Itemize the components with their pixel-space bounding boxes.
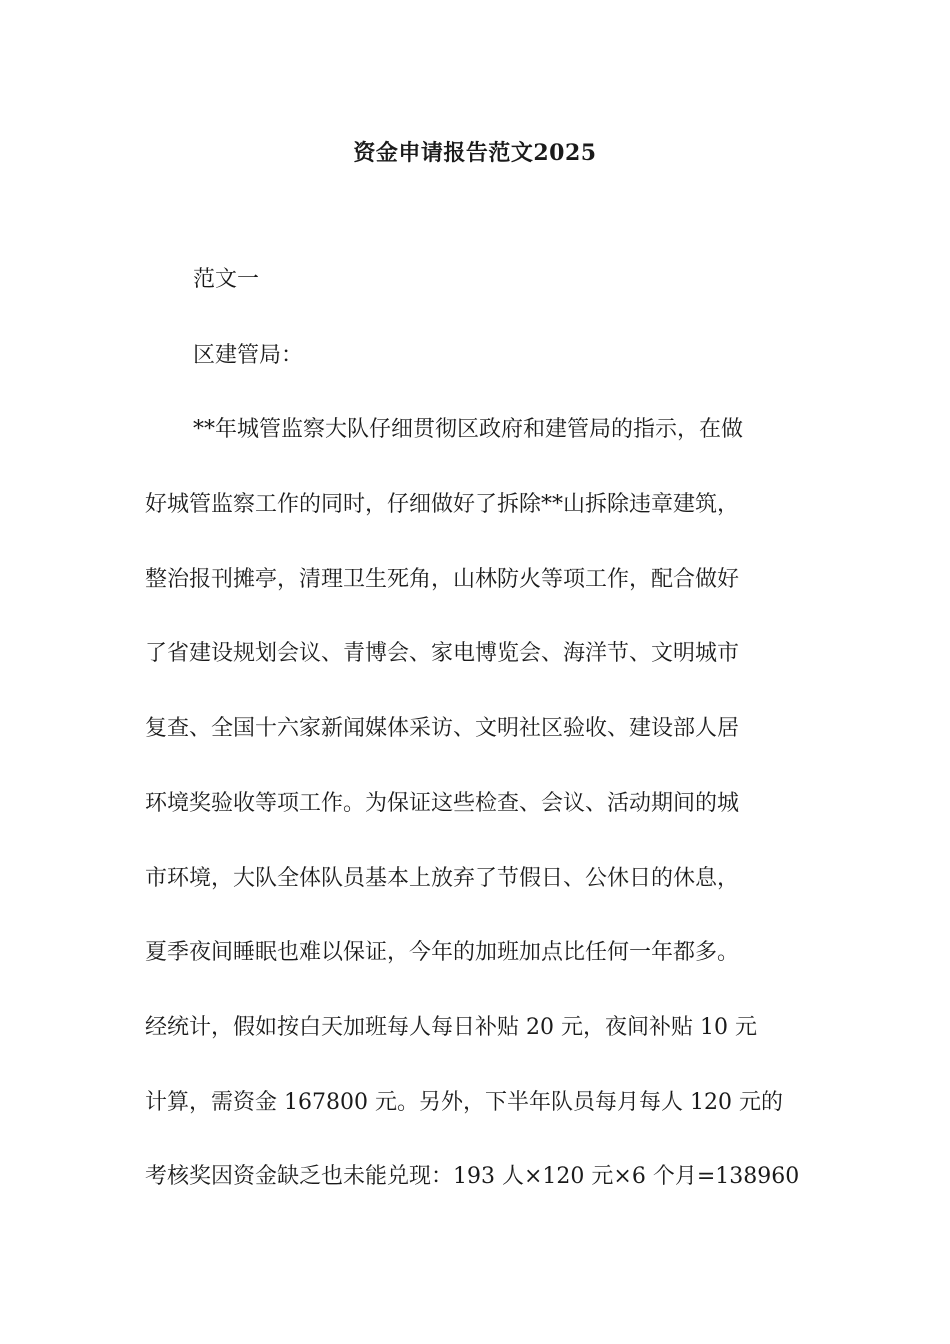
paragraph-line: 环境奖验收等项工作。为保证这些检查、会议、活动期间的城 — [145, 791, 740, 816]
paragraph-line: 计算，需资金 167800 元。另外，下半年队员每月每人 120 元的 — [145, 1090, 783, 1115]
section-label: 范文一 — [193, 267, 260, 292]
paragraph-line: 复查、全国十六家新闻媒体采访、文明社区验收、建设部人居 — [145, 716, 740, 741]
document-title: 资金申请报告范文2025 — [353, 140, 597, 166]
paragraph-line: 了省建设规划会议、青博会、家电博览会、海洋节、文明城市 — [145, 641, 740, 666]
paragraph-line: 考核奖因资金缺乏也未能兑现：193 人×120 元×6 个月=138960 — [145, 1164, 800, 1189]
paragraph-line: 好城管监察工作的同时，仔细做好了拆除**山拆除违章建筑， — [145, 492, 740, 517]
paragraph-line: 整治报刊摊亭，清理卫生死角，山林防火等项工作，配合做好 — [145, 567, 740, 592]
paragraph-line: 经统计，假如按白天加班每人每日补贴 20 元，夜间补贴 10 元 — [145, 1015, 757, 1040]
salutation: 区建管局： — [193, 343, 304, 368]
paragraph-line: 市环境，大队全体队员基本上放弃了节假日、公休日的休息， — [145, 866, 740, 891]
paragraph-line: **年城管监察大队仔细贯彻区政府和建管局的指示，在做 — [193, 417, 744, 442]
paragraph-line: 夏季夜间睡眠也难以保证，今年的加班加点比任何一年都多。 — [145, 940, 740, 965]
